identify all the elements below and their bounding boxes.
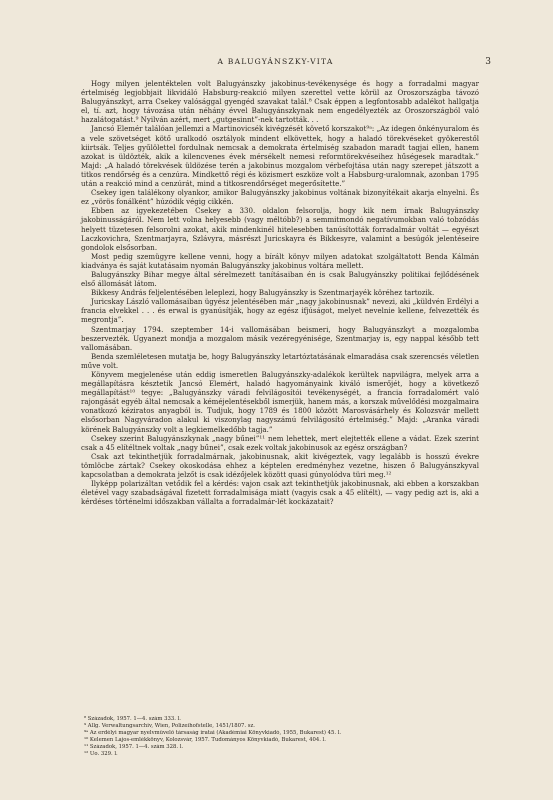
footnote: ⁹ᵃ Az erdélyi magyar nyelvművelő társaság iratai (Akadémiai Könyvkiadó, 1955, Bukarest) 45. l. [84,729,342,736]
paragraph: Ebben az igyekezetében Csekey a 330. oldalon felsorolja, hogy kik nem írnak Balugyánszky jakobinusságáról. Nem lett volna helyesebb (vagy méltóbb?) a semmitmondó negatívumokban való tobzódás helyett tüzetesen felsorolni azokat, akik mindenkinél hitelesebben tanúsították forradalmár voltát — egyészt Laczkovichra, Szentmarjayra, Szlávyra, másrészt Juricskayra és Bikkesyre, valamint a besúgók jelentéseire gondolok elsősorban. [81,206,479,252]
page-number: 3 [485,57,491,67]
running-title: A BALUGYÁNSZKY-VITA [217,57,334,66]
paragraph: Ilyképp polarizáltan vetődik fel a kérdés: vajon csak azt tekinthetjük jakobinusnak, aki ebben a korszakban életével vagy szabadságával fizetett forradalmisága miatt (vagyis csak a 45 elítélt), — vagy pedig azt is, aki a kérdéses történelmi időszakban vállalta a forradalmár-lét kockázatait? [81,479,479,507]
paragraph: Juricskay László vallomásaiban ügyész jelentésében már „nagy jakobinusnak” nevezi, aki „küldvén Erdélyi a francia elvekkel . . . és erwal is gyanúsítják, hogy az egész ifjúságot, melyet nevelnie kellene, felvezették és megrontja”. [81,297,479,325]
paragraph: Hogy milyen jelentéktelen volt Balugyánszky jakobinus-tevékenysége és hogy a forradalmi magyar értelmiség legjobbjait likvidáló Habsburg-reakció milyen szerettel vette körül az Oroszországba távozó Balugyánszkyt, arra Csekey valósággal gyengéd szavakat talál.⁸ Csak éppen a legfontosabb adalékot hallgatja el, tí. azt, hogy távozása után néhány évvel Balugyánszkynak nem engedélyezték az Oroszországból való hazalátogatást.⁹ Nyilván azért, mert „gutgesinnt”-nek tartották. . . [81,79,479,125]
paragraph: Jancsó Elemér találóan jellemzi a Martinovicsék kivégzését követő korszakot⁹ᵃ: „Az idegen önkényuralom és a vele szövetséget kötő uralkodó osztályok mindent elkövettek, hogy a haladó törekvéseket gyökerestől kiirtsák. Teljes gyűlölettel fordulnak nemcsak a demokrata értelmiség szabadon maradt tagjai ellen, hanem azokat is üldözték, akik a kilencvenes évek mérsékelt nemesi reformtörekvéseihez hűségesek maradtak.” Majd: „A haladó törekvések üldözése terén a jakobinus mozgalom vérbefojtása után nagy szerepet játszott a titkos rendőrség és a cenzúra. Mindkettő régi és közismert eszköze volt a Habsburg-uralomnak, azonban 1795 után a reakció mind a cenzúrát, mind a titkosrendőrséget megerősítette.” [81,124,479,189]
footnote: ¹⁰ Kelemen Lajos-emlékkönyv, Kolozsvár, 1957. Tudományos Könyvkiadó, Bukarest, 404. l. [84,736,326,743]
body-text [81,79,479,506]
paragraph: Csekey szerint Balugyánszkynak „nagy bűnei”¹¹ nem lehettek, mert elejtették ellene a vádat. Ezek szerint csak a 45 elítéltnek voltak „nagy bűnei”, csak ezek voltak jakobinusok az egész országban? [81,433,479,452]
footnote: ⁸ Századok, 1957. 1—4. szám 333. l. [84,716,181,722]
paragraph: Szentmarjay 1794. szeptember 14-i vallomásában beismeri, hogy Balugyánszkyt a mozgalomba beszervezték. Ugyanezt mondja a mozgalom másik vezéregyénisége, Szentmarjay is, egy nappal később tett vallomásában. [81,324,479,352]
paragraph: Csak azt tekinthetjük forradalmárnak, jakobinusnak, akit kivégeztek, vagy legalább is hosszú évekre tömlöcbe zártak? Csekey okoskodása ehhez a képtelen eredményhez vezetne, hiszen ő Balugyánszkyval kapcsolatban a demokrata jelzőt is csak idézőjelek között quasi gúnyolódva türi meg.¹² [81,451,479,480]
footnotes [84,716,484,757]
paragraph: Könyvem megjelenése után eddig ismeretlen Balugyánszky-adalékok kerültek napvilágra, melyek arra a megállapításra késztetik Jancsó Elemért, haladó hagyományaink kiváló ismerőjét, hogy a következő megállapítást¹⁰ tegye: „Balugyánszky váradi felvilágosítói tevékenységét, a francia forradalomért való rajongását egyéb által nemcsak a kéméjelentésekből ismerjük, hanem más, a korszak művelődési mozgalmaira vonatkozó kéziratos anyagból is. Tudjuk, hogy 1789 és 1800 között Marosvásárhely és Kolozsvár mellett elsősorban Nagyváradon alakul ki viszonylag nagyszámú felvilágosító értelmiség.” Majd: „Aranka váradi körének Balugyánszky volt a legkiemelkedőbb tagja.” [81,370,479,434]
footnote: ¹¹ Századok, 1957. 1—4. szám 328. l. [84,743,184,750]
page-header [60,57,491,69]
paragraph: Bikkesy András feljelentésében leleplezi, hogy Balugyánszky is Szentmarjayék köréhez tartozik. [91,288,435,298]
footnote: ¹² Uo. 329. l. [84,750,118,757]
paragraph: Balugyánszky Bihar megye által sérelmezett tanításaiban én is csak Balugyánszky politikai fejlődésének első állomását látom. [81,269,479,289]
footnote: ⁹ Allg. Verwaltungsarchiv, Wien, Polizeihofstelle, 1451/1807. sz. [84,722,255,729]
paragraph: Csekey igen találékony olyankor, amikor Balugyánszky jakobinus voltának bizonyítékait akarja elnyelni. És ez „vörös fonálként” húzódik végig cikkén. [81,188,479,207]
paragraph: Most pedig szemügyre kellene venni, hogy a bírált könyv milyen adatokat szolgáltatott Benda Kálmán kiadványa és saját kutatásaim nyomán Balugyánszky jakobinus voltára mellett. [81,251,479,270]
paragraph: Benda szemléletesen mutatja be, hogy Balugyánszky letartóztatásának elmaradása csak szerencsés véletlen műve volt. [81,351,479,370]
